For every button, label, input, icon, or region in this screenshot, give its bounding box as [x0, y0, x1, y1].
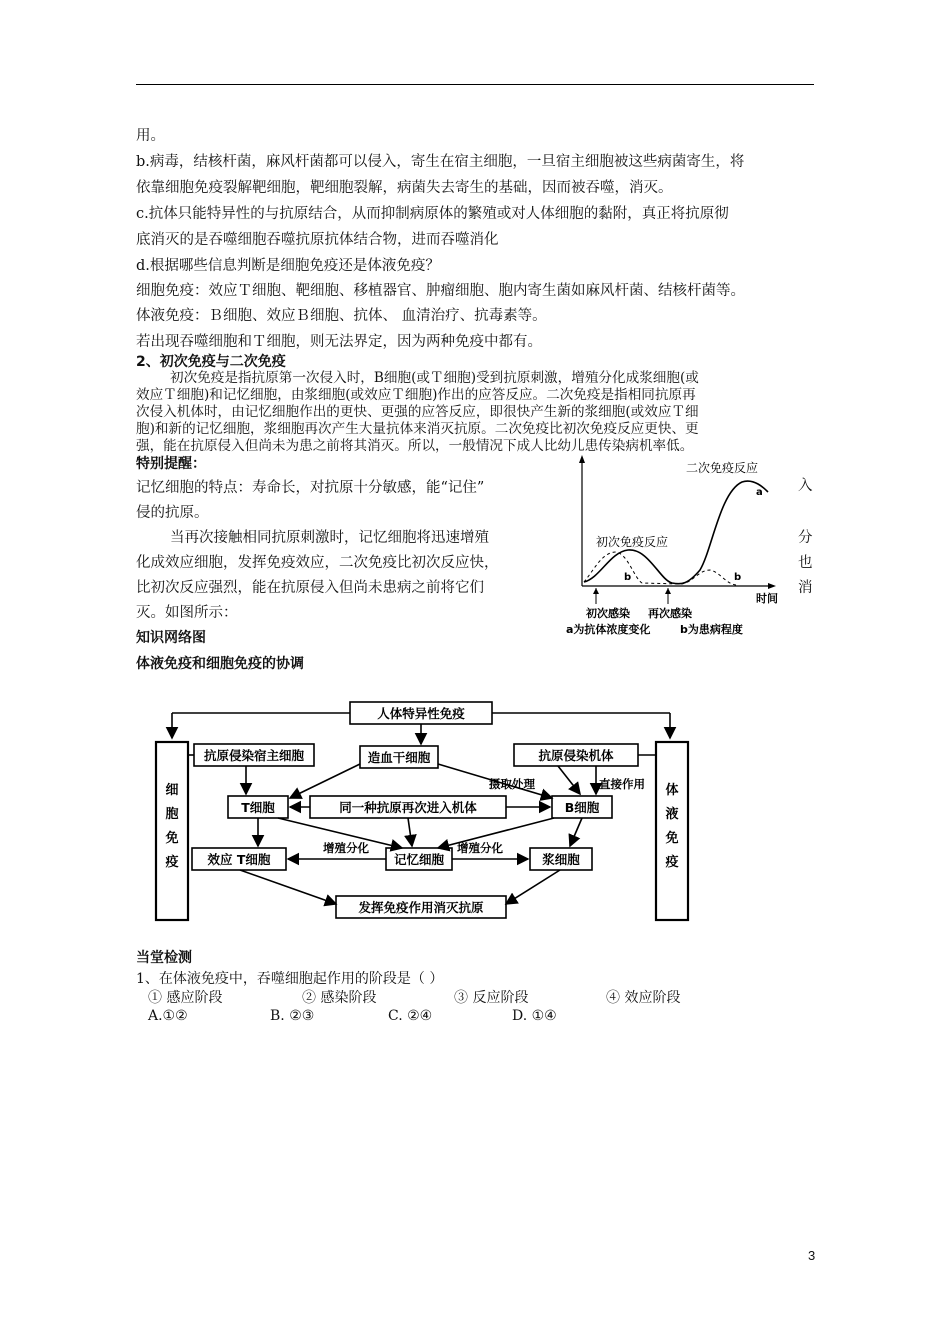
quiz-answer-a[interactable]: A.①②	[148, 1008, 188, 1024]
quiz-question-1: 1、在体液免疫中，吞噬细胞起作用的阶段是（ ）	[136, 971, 444, 987]
column-humoral-char	[665, 782, 678, 798]
arrow	[408, 818, 412, 846]
side-char-1: 入	[798, 478, 813, 494]
cellular-char-4: 疫	[165, 855, 179, 870]
arrow	[506, 870, 560, 904]
label-a: a	[756, 487, 763, 498]
humoral-char-3: 免	[665, 831, 679, 846]
arrow	[240, 870, 336, 904]
header-rule	[136, 84, 814, 85]
node-effector-t: 效应 T细胞	[207, 852, 271, 867]
text-line-c-cont: 底消灭的是吞噬细胞吞噬抗原抗体结合物，进而吞噬消化	[136, 232, 499, 248]
network-heading: 知识网络图	[136, 630, 206, 646]
text-line-cellular: 细胞免疫：效应Ｔ细胞、靶细胞、移植器官、肿瘤细胞、胞内寄生菌如麻风杆菌、结核杆菌等。	[136, 283, 745, 299]
section-2-line: 次侵入机体时，由记忆细胞作出的更快、更强的应答反应，即很快产生新的浆细胞(或效应Ｔ细	[136, 404, 699, 420]
column-humoral-char	[665, 806, 678, 822]
quiz-answer-c[interactable]: C. ②④	[388, 1008, 433, 1024]
label-b-1: b	[624, 572, 632, 583]
column-cellular-char	[164, 854, 178, 870]
text-line-both: 若出现吞噬细胞和Ｔ细胞，则无法界定，因为两种免疫中都有。	[136, 334, 542, 350]
side-char-4: 消	[798, 580, 813, 596]
quiz-option-1: ① 感应阶段	[148, 990, 223, 1006]
humoral-char-2: 液	[665, 807, 679, 822]
immune-response-graph	[560, 452, 790, 642]
quiz-answer-d[interactable]: D. ①④	[512, 1008, 557, 1024]
text-line-1: 用。	[136, 128, 165, 144]
arrow	[558, 766, 580, 794]
label-direct-action: 直接作用	[599, 777, 645, 791]
text-line-d: d.根据哪些信息判断是细胞免疫还是体液免疫？	[136, 258, 440, 274]
section-2-line: 效应Ｔ细胞)和记忆细胞，由浆细胞(或效应Ｔ细胞)作出的应答反应。二次免疫是指相同抗原再	[136, 387, 696, 403]
text-line-b-cont: 依靠细胞免疫裂解靶细胞，靶细胞裂解，病菌失去寄生的基础，因而被吞噬，消灭。	[136, 180, 673, 196]
x-axis-arrow	[768, 583, 776, 589]
marker-first-arrow	[593, 588, 599, 594]
tip-line: 比初次反应强烈，能在抗原侵入但尚未患病之前将它们	[136, 580, 484, 596]
column-humoral-char	[664, 830, 678, 846]
column-cellular-char	[165, 806, 178, 822]
legend-a: a为抗体浓度变化	[566, 623, 651, 636]
node-memory-cell: 记忆细胞	[393, 852, 445, 867]
node-plasma-cell: 浆细胞	[542, 852, 580, 867]
node-t-cell: T细胞	[241, 800, 275, 815]
tip-text	[136, 476, 499, 626]
text-line-humoral: 体液免疫：Ｂ细胞、效应Ｂ细胞、抗体、 血清治疗、抗毒素等。	[136, 308, 547, 324]
antibody-curve-a	[584, 481, 768, 584]
section-2-line: 胞)和新的记忆细胞，浆细胞再次产生大量抗体来消灭抗原。二次免疫比初次免疫反应更快、更	[136, 421, 699, 437]
side-char-2: 分	[798, 530, 813, 546]
column-humoral-char	[664, 854, 678, 870]
tip-line: 侵的抗原。	[136, 505, 209, 521]
arrow	[290, 764, 360, 798]
text-line-b: b.病毒，结核杆菌，麻风杆菌都可以侵入，寄生在宿主细胞，一旦宿主细胞被这些病菌寄生，将	[136, 154, 745, 170]
node-specific-immunity: 人体特异性免疫	[377, 706, 465, 721]
tip-line: 灭。如图所示：	[136, 605, 238, 621]
node-host-infection: 抗原侵染宿主细胞	[203, 748, 305, 763]
humoral-char-1: 体	[665, 783, 679, 798]
label-proliferate-2: 增殖分化	[457, 841, 503, 855]
humoral-char-4: 疫	[665, 855, 679, 870]
label-time: 时间	[756, 592, 778, 605]
network-subheading: 体液免疫和细胞免疫的协调	[136, 656, 304, 672]
node-eliminate-antigen: 发挥免疫作用消灭抗原	[358, 900, 484, 915]
tip-heading: 特别提醒：	[136, 456, 206, 472]
quiz-option-4: ④ 效应阶段	[606, 990, 681, 1006]
cellular-char-2: 胞	[165, 807, 179, 822]
cellular-char-1: 细	[165, 783, 179, 798]
node-antigen-invade: 抗原侵染机体	[538, 748, 614, 763]
quiz-option-3: ③ 反应阶段	[454, 990, 529, 1006]
label-b-2: b	[734, 572, 742, 583]
node-b-cell: B细胞	[564, 800, 600, 815]
column-cellular-char	[165, 783, 178, 798]
cellular-char-3: 免	[165, 831, 179, 846]
marker-second-arrow	[665, 588, 671, 594]
arrow	[570, 818, 582, 846]
section-2-line: 初次免疫是指抗原第一次侵入时，B细胞(或Ｔ细胞)受到抗原刺激，增殖分化成浆细胞(或	[170, 370, 699, 386]
tip-line: 当再次接触相同抗原刺激时，记忆细胞将迅速增殖	[170, 530, 489, 546]
section-2-line: 强，能在抗原侵入但尚未为患之前将其消灭。所以，一般情况下成人比幼儿患传染病机率低。	[136, 438, 694, 454]
legend-b: b为患病程度	[680, 623, 743, 636]
label-reinfection: 再次感染	[648, 607, 692, 620]
tip-line: 记忆细胞的特点：寿命长，对抗原十分敏感，能“记住”	[136, 480, 485, 496]
immune-network-diagram	[150, 694, 694, 930]
quiz-heading: 当堂检测	[136, 950, 192, 966]
label-uptake: 摄取处理	[489, 777, 535, 791]
page-number: 3	[808, 1248, 816, 1263]
label-proliferate-1: 增殖分化	[323, 841, 369, 855]
disease-curve-b	[584, 552, 736, 585]
tip-line: 化成效应细胞，发挥免疫效应，二次免疫比初次反应快，	[136, 555, 499, 571]
quiz-option-2: ② 感染阶段	[302, 990, 377, 1006]
section-2-paragraph	[136, 370, 816, 455]
column-cellular-char	[164, 830, 178, 846]
quiz-answer-b[interactable]: B. ②③	[270, 1008, 315, 1024]
label-secondary-response: 二次免疫反应	[686, 461, 759, 475]
label-primary-response: 初次免疫反应	[596, 535, 669, 549]
section-2-heading: 2、初次免疫与二次免疫	[136, 354, 286, 370]
side-char-3: 也	[798, 555, 813, 571]
node-same-antigen: 同一种抗原再次进入机体	[339, 800, 477, 815]
label-first-infection: 初次感染	[586, 607, 630, 620]
text-line-c: c.抗体只能特异性的与抗原结合，从而抑制病原体的繁殖或对人体细胞的黏附，真正将抗原彻	[136, 206, 729, 222]
y-axis-arrow	[579, 455, 585, 463]
node-stem-cell: 造血干细胞	[367, 750, 431, 765]
